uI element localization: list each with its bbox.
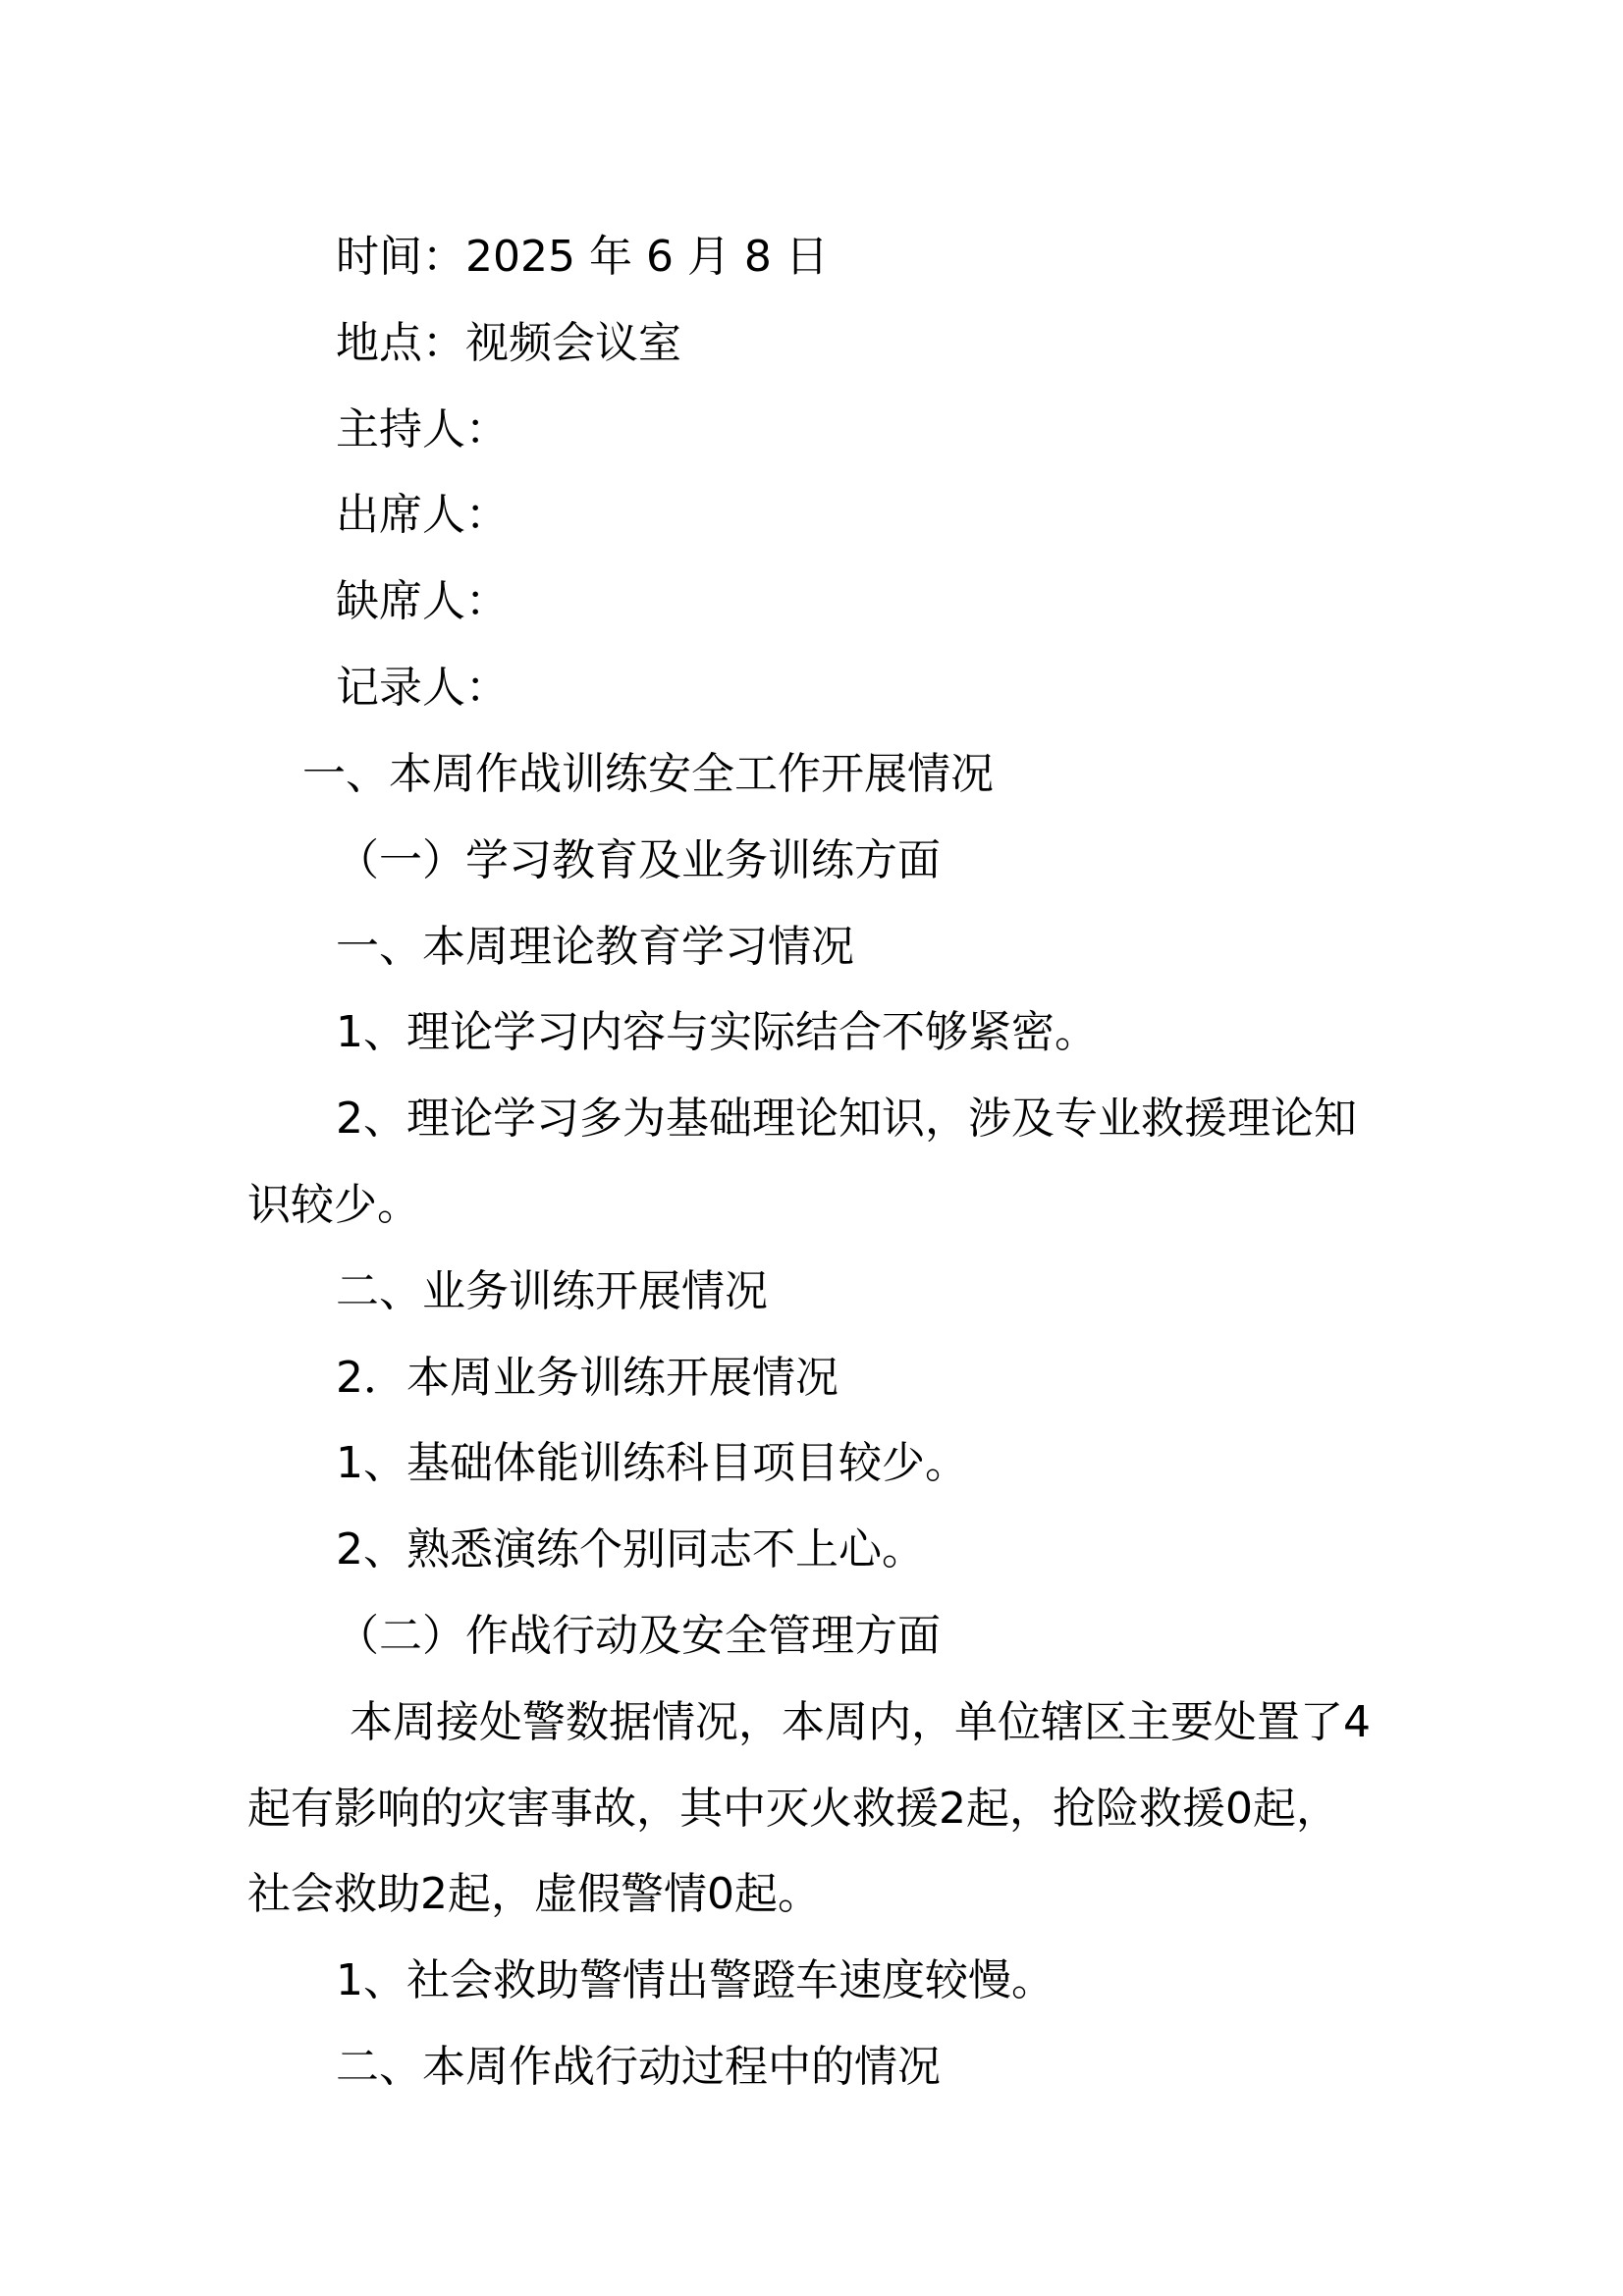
theory-heading: 一、本周理论教育学习情况 — [336, 922, 854, 972]
subsection-heading-2: （二）作战行动及安全管理方面 — [336, 1611, 941, 1661]
operations-item-1: 1、社会救助警情出警蹬车速度较慢。 — [336, 1955, 1055, 2005]
training-subheading: 2．本周业务训练开展情况 — [336, 1353, 839, 1403]
alarm-paragraph-line-3: 社会救助2起，虚假警情0起。 — [247, 1869, 821, 1919]
training-heading: 二、业务训练开展情况 — [336, 1266, 768, 1316]
theory-item-1: 1、理论学习内容与实际结合不够紧密。 — [336, 1007, 1098, 1057]
section-heading-1: 一、本周作战训练安全工作开展情况 — [302, 749, 994, 799]
operations-next-heading: 二、本周作战行动过程中的情况 — [336, 2042, 941, 2092]
meeting-time: 时间：2025 年 6 月 8 日 — [336, 232, 829, 282]
training-item-1: 1、基础体能训练科目项目较少。 — [336, 1438, 968, 1488]
meeting-attendees: 出席人： — [336, 490, 509, 540]
meeting-location: 地点：视频会议室 — [336, 318, 681, 368]
alarm-paragraph-line-1: 本周接处警数据情况，本周内，单位辖区主要处置了4 — [350, 1697, 1371, 1747]
meeting-host: 主持人： — [336, 404, 509, 454]
training-item-2: 2、熟悉演练个别同志不上心。 — [336, 1524, 925, 1575]
theory-item-2-cont: 识较少。 — [247, 1180, 420, 1230]
meeting-absentees: 缺席人： — [336, 576, 509, 626]
theory-item-2: 2、理论学习多为基础理论知识，涉及专业救援理论知 — [336, 1094, 1357, 1144]
alarm-paragraph-line-2: 起有影响的灾害事故，其中灭火救援2起，抢险救援0起， — [247, 1784, 1339, 1834]
meeting-recorder: 记录人： — [336, 663, 509, 713]
subsection-heading-1: （一）学习教育及业务训练方面 — [336, 835, 941, 885]
